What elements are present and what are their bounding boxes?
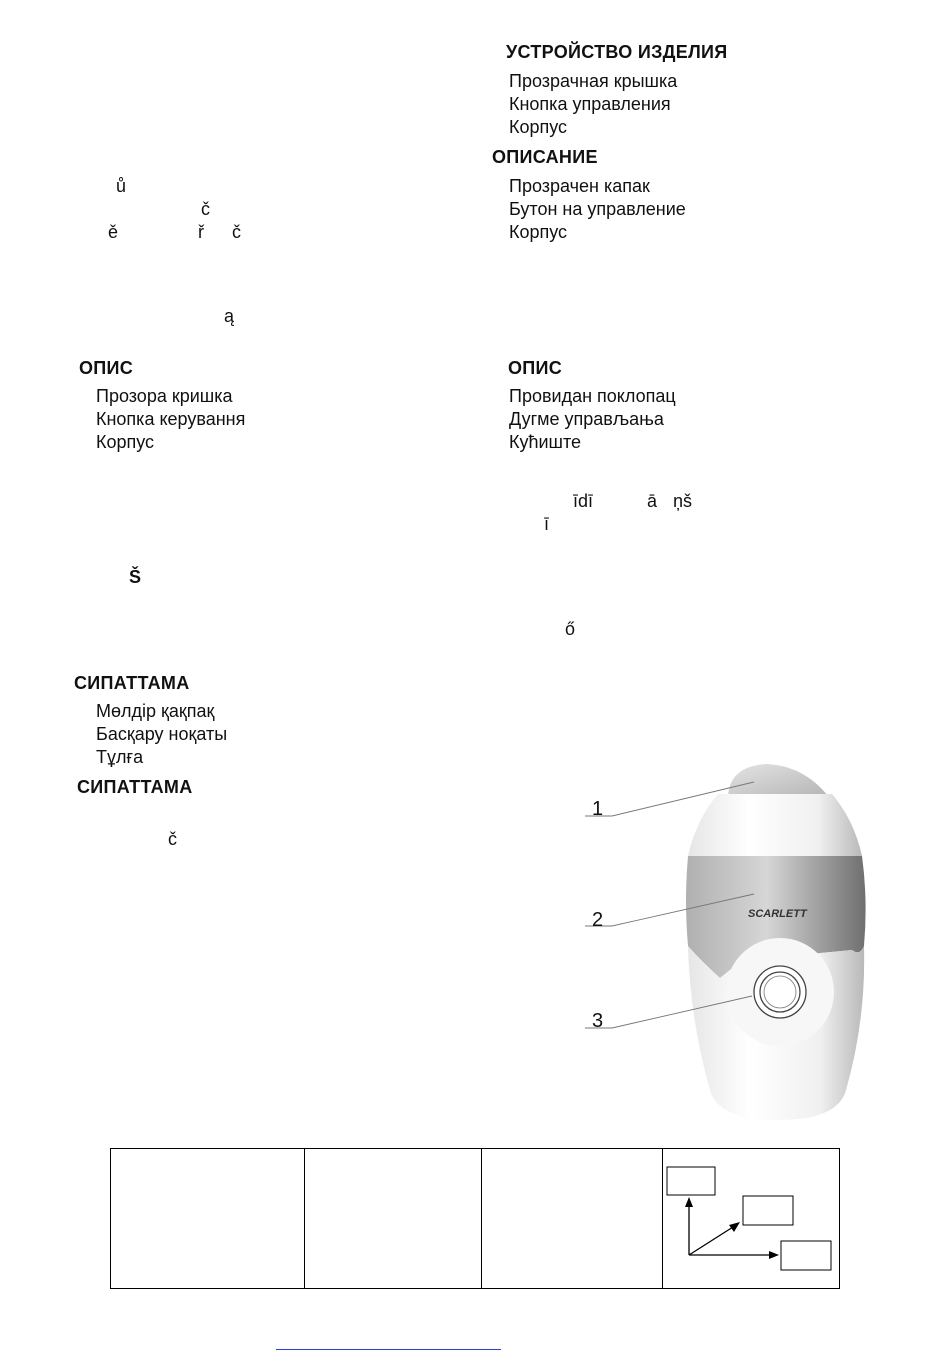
section-title-kz: СИПАТТАМА [74,673,190,693]
section-title-sr: ОПИС [508,358,563,378]
footer-link-underline [276,1349,501,1350]
list-item: Прозрачен капак [509,176,650,196]
glyph: ř [198,222,204,242]
list-item: Корпус [96,432,155,452]
list-item: Кнопка керування [96,409,246,429]
lid [728,764,828,796]
list-item: Кнопка управления [509,94,671,114]
list-item: Корпус [509,222,568,242]
glyph: č [168,829,177,849]
list-item: Дугме управљања [509,409,664,429]
glyph: ņš [673,491,693,511]
list-item: Тұлға [96,747,144,767]
list-item: Басқару ноқаты [96,724,228,744]
table-cell [482,1149,663,1289]
glyph: Š [129,567,142,587]
section-title-kz2: СИПАТТАМА [77,777,193,797]
callout-number: 1 [592,798,604,820]
glyph: č [232,222,241,242]
glyph: ů [116,176,127,196]
callout-number: 2 [592,909,604,931]
spec-table [110,1148,840,1289]
glyph: ī [544,514,550,534]
coffee-grinder-illustration [570,760,880,1140]
list-item: Мөлдір қақпақ [96,701,215,721]
section-title-ua: ОПИС [79,358,134,378]
table-cell [111,1149,305,1289]
brand-logo: SCARLETT [748,908,807,920]
glyph: ő [565,619,576,639]
glyph: č [201,199,210,219]
table-cell [305,1149,482,1289]
dimensions-diagram [663,1149,841,1283]
glyph: ā [647,491,658,511]
callout-number: 3 [592,1010,604,1032]
control-button [754,966,806,1018]
list-item: Бутон на управление [509,199,686,219]
section-title-bg: ОПИСАНИЕ [492,147,598,167]
list-item: Корпус [509,117,568,137]
list-item: Прозора кришка [96,386,233,406]
glyph: ą [224,306,235,326]
section-title-ru: УСТРОЙСТВО ИЗДЕЛИЯ [506,42,728,62]
list-item: Кућиште [509,432,582,452]
list-item: Провидан поклопац [509,386,676,406]
glyph: ě [108,222,119,242]
glyph: īdī [573,491,594,511]
list-item: Прозрачная крышка [509,71,678,91]
table-cell [663,1149,840,1289]
